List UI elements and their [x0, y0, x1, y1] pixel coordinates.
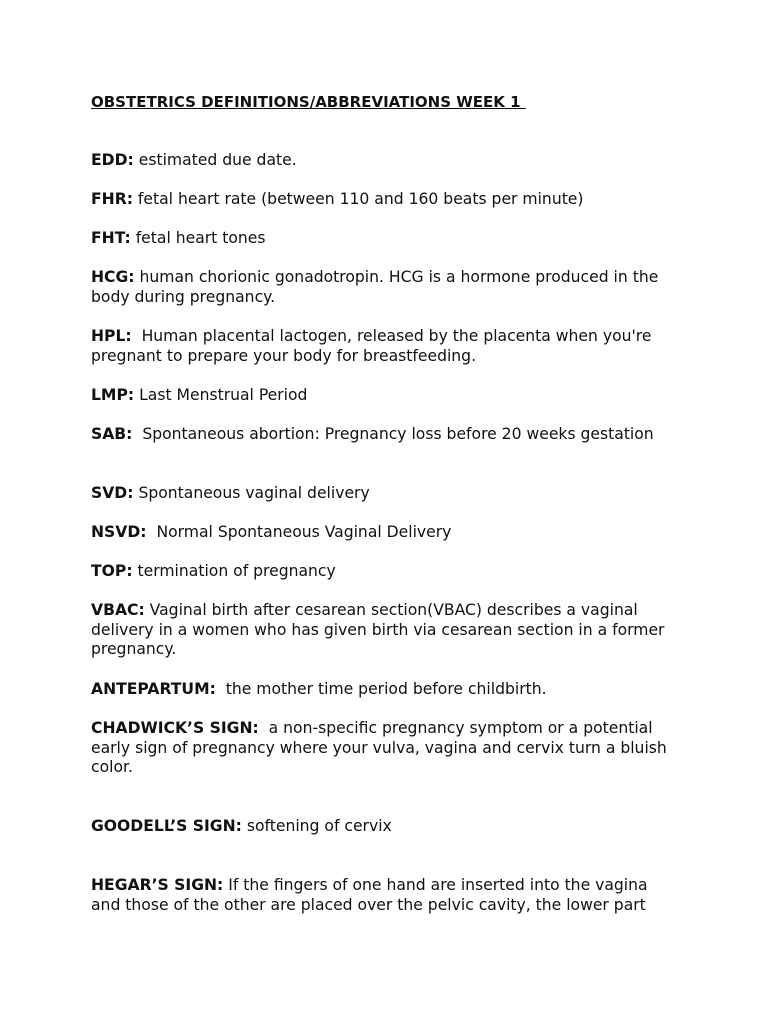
- term-label: EDD:: [91, 151, 134, 169]
- term-definition: Last Menstrual Period: [134, 386, 308, 404]
- definition-fhr: [91, 190, 681, 210]
- term-definition: Spontaneous vaginal delivery: [133, 484, 370, 502]
- definition-edd: [91, 151, 681, 171]
- term-label: VBAC:: [91, 601, 145, 619]
- term-definition: softening of cervix: [241, 817, 392, 835]
- term-definition: Vaginal birth after cesarean section(VBAC) describes a vaginal delivery in a women who has given birth via cesarean section in a former pregnancy.: [91, 601, 670, 658]
- term-definition: fetal heart rate (between 110 and 160 beats per minute): [132, 190, 584, 208]
- term-definition: a non-specific pregnancy symptom or a potential early sign of pregnancy where your vulva, vagina and cervix turn a bluish color.: [91, 719, 672, 776]
- definition-sab: [91, 425, 681, 445]
- definition-svd: [91, 484, 681, 504]
- definition-hpl: [91, 327, 681, 366]
- definition-antepartum: [91, 680, 681, 700]
- term-label: SAB:: [91, 425, 133, 443]
- term-definition: Spontaneous abortion: Pregnancy loss before 20 weeks gestation: [132, 425, 654, 443]
- term-definition: If the fingers of one hand are inserted into the vagina and those of the other are placed over the pelvic cavity, the lower part: [91, 876, 653, 914]
- term-label: TOP:: [91, 562, 133, 580]
- term-definition: fetal heart tones: [130, 229, 266, 247]
- term-definition: Normal Spontaneous Vaginal Delivery: [146, 523, 452, 541]
- term-definition: human chorionic gonadotropin. HCG is a hormone produced in the body during pregnancy.: [91, 268, 664, 306]
- term-label: HPL:: [91, 327, 132, 345]
- definition-vbac: [91, 601, 681, 660]
- term-label: HEGAR’S SIGN:: [91, 876, 224, 894]
- term-label: SVD:: [91, 484, 134, 502]
- term-definition: the mother time period before childbirth.: [215, 680, 547, 698]
- definition-chadwicks-sign: [91, 719, 681, 778]
- term-label: FHR:: [91, 190, 133, 208]
- term-label: FHT:: [91, 229, 131, 247]
- definition-fht: [91, 229, 681, 249]
- term-label: ANTEPARTUM:: [91, 680, 216, 698]
- definition-hcg: [91, 268, 681, 307]
- definition-lmp: [91, 386, 681, 406]
- definition-goodells-sign: [91, 817, 681, 837]
- definition-top: [91, 562, 681, 582]
- definition-nsvd: [91, 523, 681, 543]
- term-label: GOODELL’S SIGN:: [91, 817, 242, 835]
- definition-hegars-sign: [91, 876, 681, 915]
- term-definition: Human placental lactogen, released by the placenta when you're pregnant to prepare your body for breastfeeding.: [91, 327, 657, 365]
- term-definition: estimated due date.: [133, 151, 297, 169]
- term-label: HCG:: [91, 268, 135, 286]
- term-label: NSVD:: [91, 523, 147, 541]
- term-label: CHADWICK’S SIGN:: [91, 719, 259, 737]
- document-title: OBSTETRICS DEFINITIONS/ABBREVIATIONS WEEK 1: [91, 93, 526, 111]
- term-label: LMP:: [91, 386, 135, 404]
- term-definition: termination of pregnancy: [132, 562, 336, 580]
